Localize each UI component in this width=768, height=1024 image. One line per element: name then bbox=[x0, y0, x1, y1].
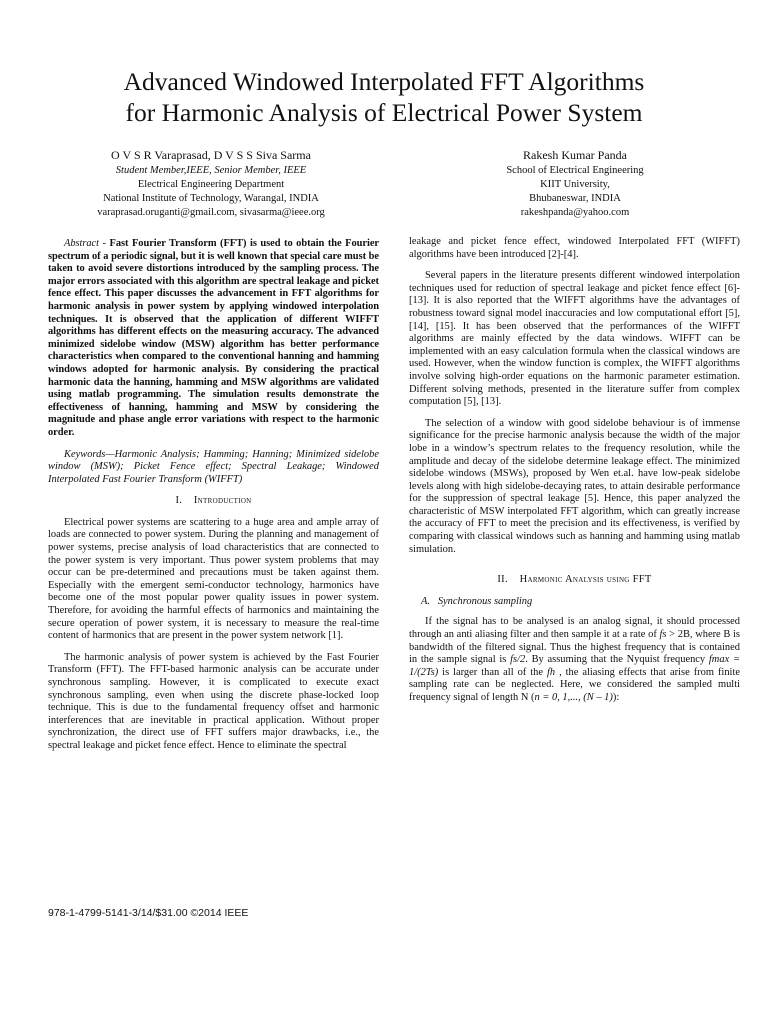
author-email: rakeshpanda@yahoo.com bbox=[520, 207, 630, 218]
math-fmax: fmax = 1/(2Ts) bbox=[409, 654, 740, 678]
paragraph-text: ): bbox=[612, 692, 620, 703]
author-block-left bbox=[48, 146, 374, 220]
subsection-heading-synchronous-sampling bbox=[409, 596, 740, 609]
author-department: School of Electrical Engineering bbox=[506, 165, 644, 176]
left-column bbox=[48, 238, 379, 762]
right-paragraph-4 bbox=[409, 616, 740, 704]
paragraph-text: > 2B, where B is bandwidth of the filtered signal. Thus the highest frequency that is contained in the sample signal is bbox=[409, 629, 740, 666]
abstract-text: Fast Fourier Transform (FFT) is used to obtain the Fourier spectrum of a periodic signal, but it is well known that special care must be taken to avoid severe distortions introduced by the sampling process. The major errors associated with this algorithm are spectral leakage and picket fence effect. This paper discusses the advancement in FFT algorithms for harmonic analysis in power system by applying windowed interpolation techniques. It is observed that the application of different WIFFT algorithms has different effects on the measuring accuracy. The advanced minimized sidelobe window (MSW) algorithm has better performance characteristics when compared to the conventional hanning and hamming windows adopted for harmonic analysis. By considering the practical harmonic data the hanning, hamming and MSW algorithms are validated using matlab programming. The simulation results demonstrate the effectiveness of hanning, hamming and MSW by considering the magnitude and phase angle error variations with respect to the harmonic order. bbox=[48, 238, 379, 438]
author-department: Electrical Engineering Department bbox=[137, 179, 285, 190]
intro-paragraph-2: The harmonic analysis of power system is achieved by the Fast Fourier Transform (FFT). The FFT-based harmonic analysis can be accurate under synchronous sampling. However, it is complicated to execute exact synchronous sampling, even when using the discrete phase-locked loop technique. This is due to the fundamental frequency offset and harmonic interferences that are inevitable in practical application. Without proper synchronization, the direct use of FFT suffers major drawbacks, i.e., the spectral leakage and picket fence effect. Hence to eliminate the spectral bbox=[48, 651, 379, 751]
paragraph-text: is larger than all of the bbox=[438, 666, 547, 678]
paragraph-text: If the signal has to be analysed is an analog signal, it should processed through an anti aliasing filter and then sample it at a rate of bbox=[409, 616, 740, 641]
right-column bbox=[409, 236, 740, 714]
author-name: Rakesh Kumar Panda bbox=[523, 148, 627, 162]
section-title: Harmonic Analysis using FFT bbox=[519, 574, 652, 586]
section-number: II. bbox=[497, 574, 508, 586]
author-names: O V S R Varaprasad, D V S S Siva Sarma bbox=[111, 148, 311, 162]
right-paragraph-2: Several papers in the literature presents different windowed interpolation techniques used for reduction of spectral leakage and picket fence effect [6]-[13]. It is also reported that the WIFFT algorithms have the advantages of robustness toward signal model inaccuracies and low computational effort [5], [14], [15]. It has been observed that the performances of the WIFFT algorithms are mainly effected by the data windows. WIFFT can be implemented with an easy calculation formula when the classical windows are used. However, when the window function is complex, the WIFFT algorithms involve solving high-order equations on the harmonic parameter estimation. Different solving methods, presented in the literature suffer from complex computation [5], [13]. bbox=[409, 270, 740, 408]
abstract-label: Abstract - bbox=[64, 238, 106, 249]
title-line-2: for Harmonic Analysis of Electrical Power System bbox=[125, 98, 643, 127]
author-institute: National Institute of Technology, Warangal, INDIA bbox=[103, 193, 319, 204]
math-fh: fh bbox=[546, 666, 556, 678]
paragraph-text: . By assuming that the Nyquist frequency bbox=[525, 654, 709, 666]
author-block-right bbox=[410, 146, 740, 220]
section-heading-introduction bbox=[48, 495, 379, 508]
author-email: varaprasad.oruganti@gmail.com, sivasarma@ieee.org bbox=[97, 207, 325, 218]
author-city: Bhubaneswar, INDIA bbox=[529, 193, 621, 204]
author-membership: Student Member,IEEE, Senior Member, IEEE bbox=[115, 165, 307, 176]
title-line-1: Advanced Windowed Interpolated FFT Algorithms bbox=[123, 67, 645, 96]
math-n-range: n = 0, 1,..., (N – 1) bbox=[534, 692, 613, 703]
intro-paragraph-1: Electrical power systems are scattering to a huge area and ample array of loads are connected to power system. During the planning and management of power systems, precise analysis of load characteristics that are connected to the power system is very important. Thus power system problems that may occur can be pre-determined and precautions must be taken against them. Especially with the emergent semi-conductor technology, harmonics have become one of the most popular power quality issues in power system. Therefore, for avoiding the harmful effects of harmonics and maintaining the secure operation of power system, it is necessary to measure the real-time content of harmonics that are present in the power system network [1]. bbox=[48, 516, 379, 642]
author-institute: KIIT University, bbox=[540, 179, 610, 190]
keywords: Keywords—Harmonic Analysis; Hamming; Hanning; Minimized sidelobe window (MSW); Picket Fence effect; Spectral Leakage; Windowed Interpolated Fast Fourier Transform (WIFFT) bbox=[48, 448, 379, 485]
math-fs-half: fs/2 bbox=[510, 654, 526, 666]
paragraph-text: , the aliasing effects that arise from finite sampling rate can be neglected. Here, we considered the sampled multi frequency signal of length N ( bbox=[409, 666, 740, 703]
math-fs: fs bbox=[659, 629, 667, 641]
section-number: I. bbox=[175, 495, 183, 507]
paper-title bbox=[40, 66, 728, 128]
subsection-letter: A. bbox=[421, 595, 430, 607]
right-paragraph-3: The selection of a window with good sidelobe behaviour is of immense significance for the precise harmonic analysis because the width of the major lobe in a window’s spectrum relates to the frequency resolution, while the amplitude and decay of the sidelobe determine leakage effect. The minimized sidelobe windows (MSWs), proposed by Wen et.al. have low-peak sidelobe levels along with high sidelobe-decaying rates, to attain desirable performance for the suppression of spectral leakage [5]. Hence, this paper analyzed the characteristic of MSW interpolated FFT algorithm, which can greatly increase the accuracy of FFT to meet the precision and its effectiveness, is verified by comparing with classical windows such as hanning and hamming using matlab simulation. bbox=[409, 417, 740, 555]
subsection-title: Synchronous sampling bbox=[437, 595, 533, 607]
section-title: Introduction bbox=[193, 495, 252, 507]
section-heading-harmonic-analysis bbox=[409, 574, 740, 587]
copyright-footer: 978-1-4799-5141-3/14/$31.00 ©2014 IEEE bbox=[48, 907, 249, 919]
abstract bbox=[48, 238, 379, 440]
right-paragraph-1: leakage and picket fence effect, windowed Interpolated FFT (WIFFT) algorithms have been introduced [2]-[4]. bbox=[409, 236, 740, 260]
